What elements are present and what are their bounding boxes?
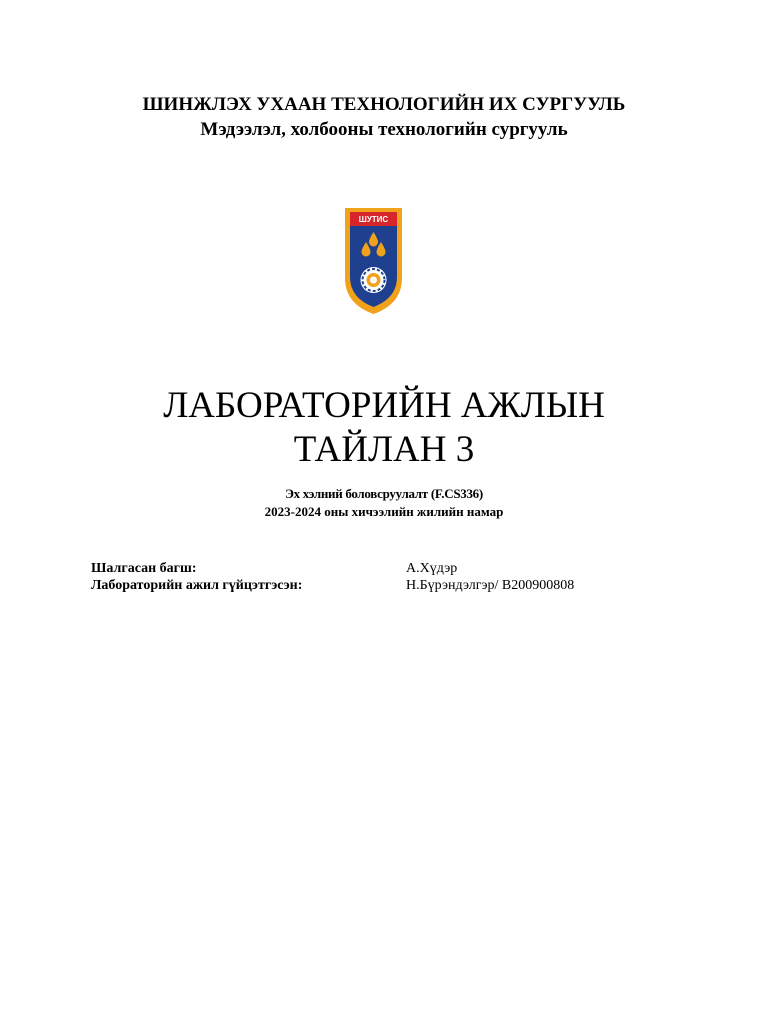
report-title-line1: ЛАБОРАТОРИЙН АЖЛЫН — [163, 385, 605, 426]
report-title — [0, 384, 768, 472]
examiner-label: Шалгасан багш: — [91, 561, 197, 576]
svg-text:ШУТИС: ШУТИС — [358, 215, 389, 224]
course-subject: Эх хэлний боловсруулалт (F.CS336) — [285, 486, 483, 501]
university-logo — [345, 208, 402, 314]
report-title-line2: ТАЙЛАН 3 — [293, 429, 475, 470]
performer-value: Н.Бүрэндэлгэр/ B200900808 — [406, 578, 575, 593]
course-semester: 2023-2024 оны хичээлийн жилийн намар — [264, 504, 504, 519]
school-name: Мэдээлэл, холбооны технологийн сургууль — [200, 119, 568, 140]
performer-label: Лабораторийн ажил гүйцэтгэсэн: — [91, 578, 303, 593]
shield-logo-icon — [345, 208, 402, 314]
examiner-value: А.Хүдэр — [406, 561, 458, 576]
university-name: ШИНЖЛЭХ УХААН ТЕХНОЛОГИЙН ИХ СУРГУУЛЬ — [142, 94, 626, 115]
